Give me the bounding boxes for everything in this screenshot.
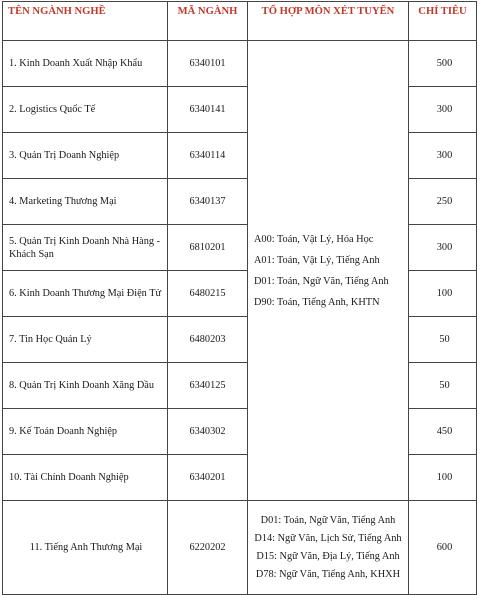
major-code: 6340137: [168, 179, 248, 225]
major-code: 6340114: [168, 133, 248, 179]
major-name: 1. Kinh Doanh Xuất Nhập Khẩu: [3, 41, 168, 87]
quota-value: 450: [409, 409, 477, 455]
major-name: 11. Tiếng Anh Thương Mại: [3, 501, 168, 595]
major-name: 3. Quản Trị Doanh Nghiệp: [3, 133, 168, 179]
quota-value: 100: [409, 271, 477, 317]
header-major-code: MÃ NGÀNH: [168, 2, 248, 41]
combo-line: D78: Ngữ Văn, Tiếng Anh, KHXH: [255, 569, 401, 580]
combo-line: D01: Toán, Ngữ Văn, Tiếng Anh: [260, 515, 396, 526]
table-row: [3, 501, 477, 595]
major-code: 6340141: [168, 87, 248, 133]
table-row: [3, 41, 477, 87]
major-name: 5. Quản Trị Kinh Doanh Nhà Hàng - Khách Sạn: [3, 225, 168, 271]
quota-value: 300: [409, 87, 477, 133]
major-code: 6340101: [168, 41, 248, 87]
admissions-table: [2, 1, 477, 595]
quota-value: 300: [409, 225, 477, 271]
quota-value: 250: [409, 179, 477, 225]
combo-line: D15: Ngữ Văn, Địa Lý, Tiếng Anh: [256, 551, 400, 562]
quota-value: 500: [409, 41, 477, 87]
header-subject-combination: TỔ HỢP MÔN XÉT TUYỂN: [248, 2, 409, 41]
header-major-name: TÊN NGÀNH NGHỀ: [3, 2, 168, 41]
major-code: 6340125: [168, 363, 248, 409]
major-code: 6340201: [168, 455, 248, 501]
major-name: 8. Quản Trị Kinh Doanh Xăng Dầu: [3, 363, 168, 409]
major-name: 2. Logistics Quốc Tế: [3, 87, 168, 133]
major-code: 6480215: [168, 271, 248, 317]
combo-line: D01: Toán, Ngữ Văn, Tiếng Anh: [254, 275, 389, 287]
major-name: 7. Tin Học Quản Lý: [3, 317, 168, 363]
subject-combinations-english: [248, 501, 409, 595]
major-code: 6220202: [168, 501, 248, 595]
major-code: 6340302: [168, 409, 248, 455]
major-name: 4. Marketing Thương Mại: [3, 179, 168, 225]
combo-line: A01: Toán, Vật Lý, Tiếng Anh: [254, 254, 380, 266]
quota-value: 50: [409, 317, 477, 363]
combo-line: D90: Toán, Tiếng Anh, KHTN: [254, 296, 380, 308]
combo-line: A00: Toán, Vật Lý, Hóa Học: [254, 233, 374, 245]
quota-value: 100: [409, 455, 477, 501]
major-name: 6. Kinh Doanh Thương Mại Điện Tử: [3, 271, 168, 317]
major-code: 6810201: [168, 225, 248, 271]
header-row: [3, 2, 477, 41]
header-quota: CHỈ TIÊU: [409, 2, 477, 41]
quota-value: 50: [409, 363, 477, 409]
major-code: 6480203: [168, 317, 248, 363]
subject-combinations-shared: [248, 41, 409, 501]
major-name: 9. Kế Toán Doanh Nghiệp: [3, 409, 168, 455]
quota-value: 300: [409, 133, 477, 179]
combo-line: D14: Ngữ Văn, Lịch Sử, Tiếng Anh: [254, 533, 402, 544]
quota-value: 600: [409, 501, 477, 595]
major-name: 10. Tài Chính Doanh Nghiệp: [3, 455, 168, 501]
